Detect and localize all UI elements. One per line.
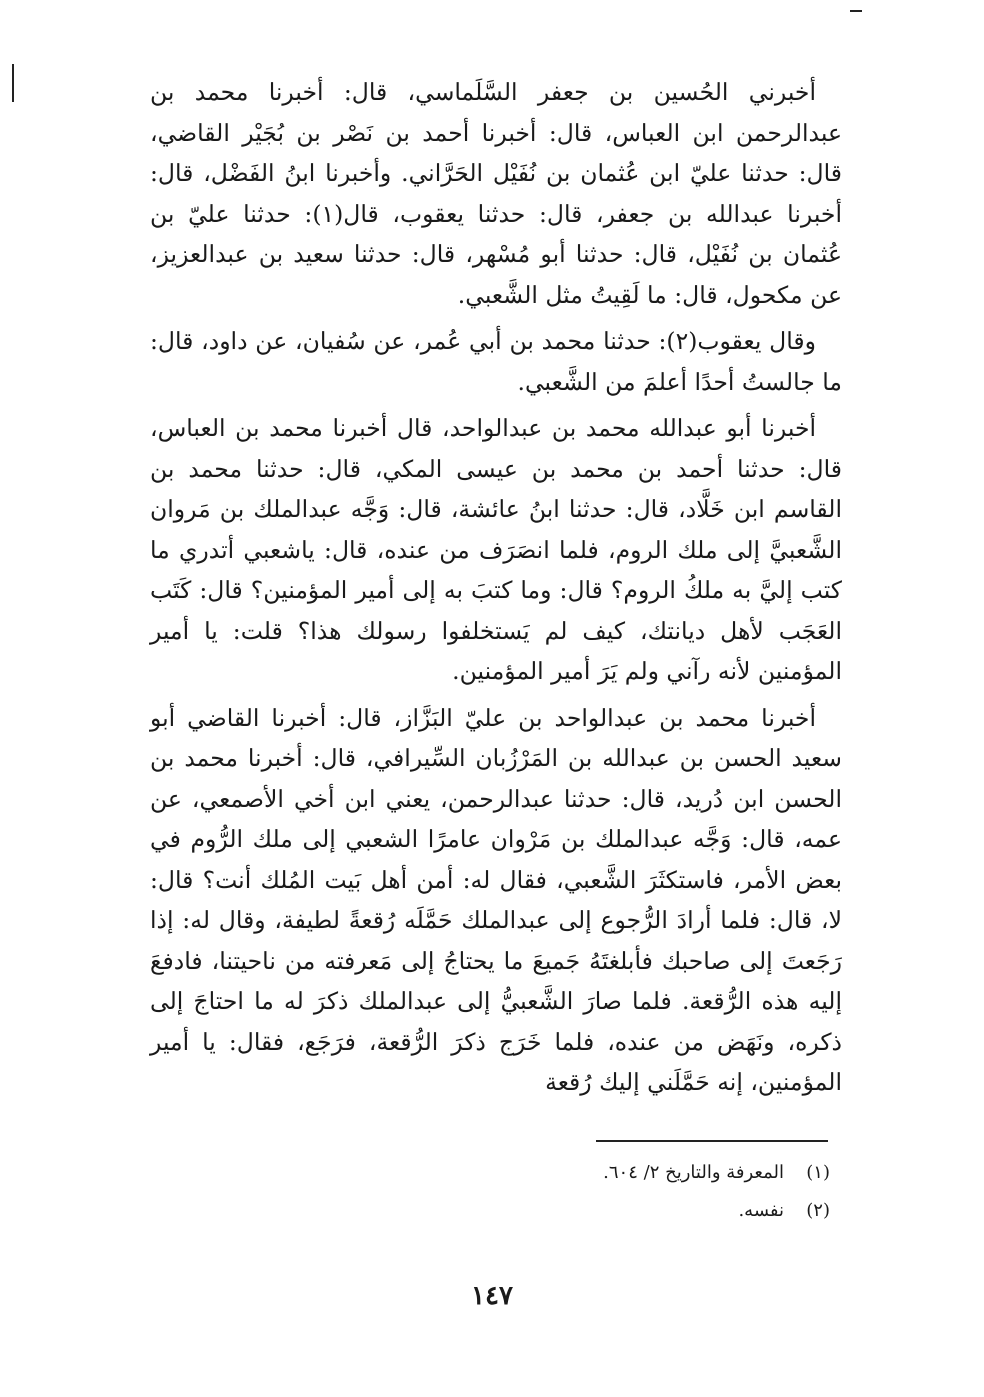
footnote [520, 1154, 830, 1192]
scan-margin-line [12, 64, 14, 102]
paragraph [150, 321, 842, 402]
paragraph-text: أخبرنا محمد بن عبدالواحد بن عليّ البَزَّاز، قال: أخبرنا القاضي أبو سعيد الحسن بن عبدالله بن المَرْزُبان السِّيرافي، قال: أخبرنا محمد بن الحسن ابن دُريد، قال: حدثنا عبدالرحمن، يعني ابن أخي الأصمعي، عن عمه، قال: وَجَّه عبدالملك بن مَرْوان عامرًا الشعبي إلى ملك الرُّوم في بعض الأمر، فاستكثَرَ الشَّعبي، فقال له: أمن أهل بَيت المُلك أنت؟ قال: لا، قال: فلما أرادَ الرُّجوع إلى عبدالملك حَمَّلَه رُقعةً لطيفة، وقال له: إذا رَجَعتَ إلى صاحبك فأبلغتَهُ جَميعَ ما يحتاجُ إلى مَعرفته من ناحيتنا، فادفعَ إليه هذه الرُّقعة. فلما صارَ الشَّعبيُّ إلى عبدالملك ذكرَ له ما احتاجَ إلى ذكره، ونَهَض من عنده، فلما خَرَج ذكرَ الرُّقعة، فرَجَع، فقال: يا أمير المؤمنين، إنه حَمَّلَني إليك رُقعة [150, 703, 842, 1096]
paragraph-text: أخبرنا أبو عبدالله محمد بن عبدالواحد، قال أخبرنا محمد بن العباس، قال: حدثنا أحمد بن محمد بن عيسى المكي، قال: حدثنا محمد بن القاسم ابن خَلَّاد، قال: حدثنا ابنُ عائشة، قال: وَجَّه عبدالملك بن مَروان الشَّعبيَّ إلى ملك الروم، فلما انصَرَف من عنده، قال: ياشعبي أتدري ما كتب إليَّ به ملكُ الروم؟ قال: وما كتبَ به إلى أمير المؤمنين؟ قال: كَتَب العَجَب لأهل ديانتك، كيف لم يَستخلفوا رسولك هذا؟ قلت: يا أمير المؤمنين لأنه رآني ولم يَرَ أمير المؤمنين. [150, 414, 842, 685]
footnote-divider [596, 1140, 828, 1142]
paragraph [150, 72, 842, 315]
footnote-number: (٢) [806, 1200, 830, 1221]
page-number: ١٤٧ [471, 1281, 513, 1311]
paragraph [150, 698, 842, 1103]
paragraph-text: أخبرني الحُسين بن جعفر السَّلَماسي، قال: أخبرنا محمد بن عبدالرحمن ابن العباس، قال: أخبرنا أحمد بن نَصْر بن بُجَيْر القاضي، قال: حدثنا عليّ ابن عُثمان بن نُفَيْل الحَرَّاني. وأخبرنا ابنُ الفَضْل، قال: أخبرنا عبدالله بن جعفر، قال: حدثنا يعقوب، قال(١): حدثنا عليّ بن عُثمان بن نُفَيْل، قال: حدثنا أبو مُسْهر، قال: حدثنا سعيد بن عبدالعزيز، عن مكحول، قال: ما لَقِيتُ مثل الشَّعبي. [150, 78, 842, 309]
footnotes [520, 1154, 830, 1230]
footnote [520, 1192, 830, 1230]
paragraph-text: وقال يعقوب(٢): حدثنا محمد بن أبي عُمر، عن سُفيان، عن داود، قال: ما جالستُ أحدًا أعلمَ من الشَّعبي. [150, 327, 842, 396]
scan-corner-mark [850, 10, 862, 12]
footnote-text: نفسه. [738, 1200, 784, 1221]
footnote-text: المعرفة والتاريخ ٢/ ٦٠٤. [603, 1162, 784, 1183]
paragraph [150, 408, 842, 692]
footnote-number: (١) [806, 1162, 830, 1183]
main-text [150, 72, 842, 1109]
